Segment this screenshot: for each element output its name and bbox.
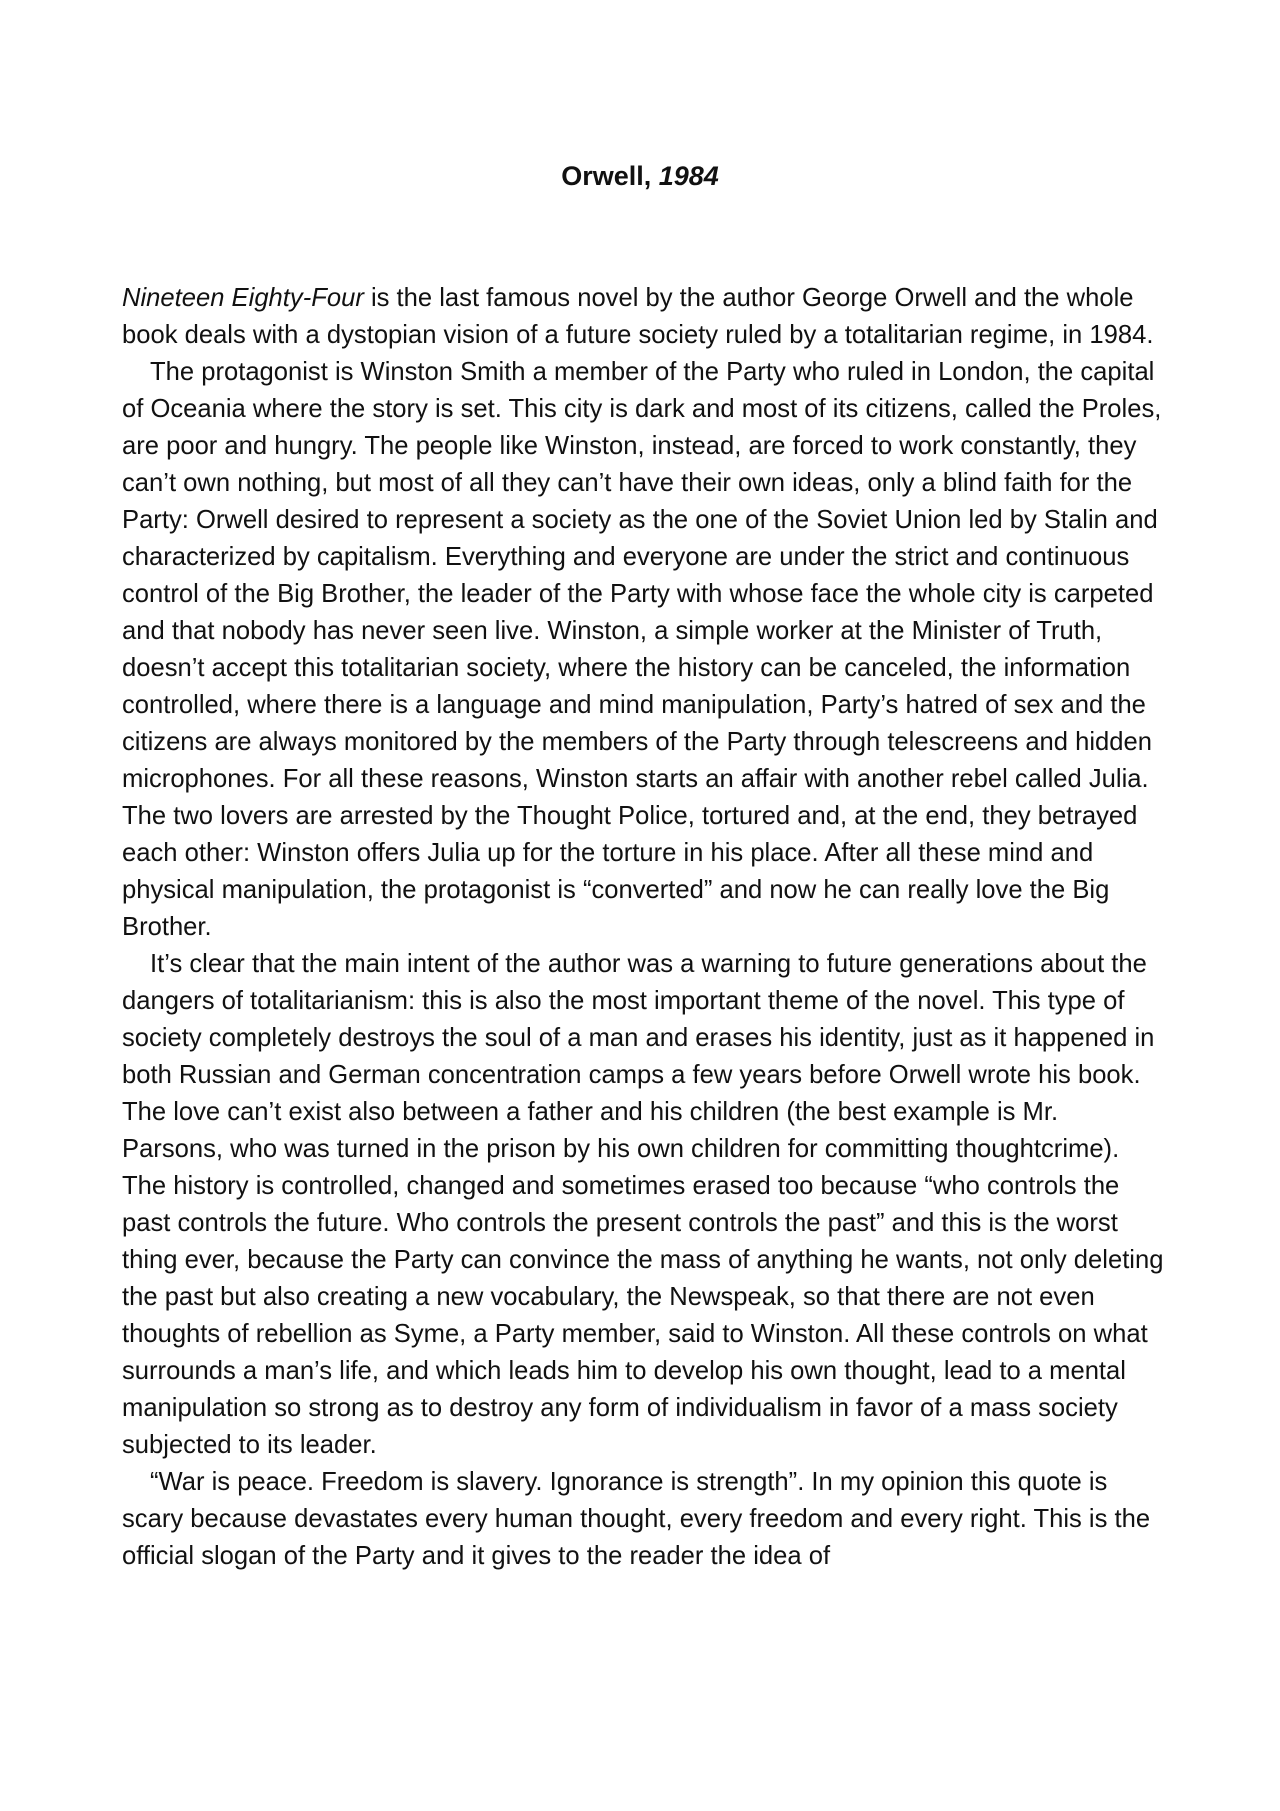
paragraph-4: “War is peace. Freedom is slavery. Ignorance is strength”. In my opinion this quote is scary because devastates every human thought, every freedom and every right. This is the official slogan of the Party and it gives to the reader the idea of <box>122 1468 1151 1570</box>
book-title-italic: Nineteen Eighty-Four <box>122 284 364 312</box>
body-text <box>122 280 1164 1575</box>
title-author: Orwell, <box>561 161 659 191</box>
paragraph-1-text: is the last famous novel by the author George Orwell and the whole book deals with a dystopian vision of a future society ruled by a totalitarian regime, in 1984. <box>122 284 1154 349</box>
page-title <box>0 158 1280 194</box>
paragraph-2: The protagonist is Winston Smith a member of the Party who ruled in London, the capital of Oceania where the story is set. This city is dark and most of its citizens, called the Proles, are poor and hungry. The people like Winston, instead, are forced to work constantly, they can’t own nothing, but most of all they can’t have their own ideas, only a blind faith for the Party: Orwell desired to represent a society as the one of the Soviet Union led by Stalin and characterized by capitalism. Everything and everyone are under the strict and continuous control of the Big Brother, the leader of the Party with whose face the whole city is carpeted and that nobody has never seen live. Winston, a simple worker at the Minister of Truth, doesn’t accept this totalitarian society, where the history can be canceled, the information controlled, where there is a language and mind manipulation, Party’s hatred of sex and the citizens are always monitored by the members of the Party through telescreens and hidden microphones. For all these reasons, Winston starts an affair with another rebel called Julia. The two lovers are arrested by the Thought Police, tortured and, at the end, they betrayed each other: Winston offers Julia up for the torture in his place. After all these mind and physical manipulation, the protagonist is “converted” and now he can really love the Big Brother. <box>122 358 1162 941</box>
title-book: 1984 <box>658 161 719 191</box>
paragraph-1 <box>122 280 1164 354</box>
paragraph-3: It’s clear that the main intent of the author was a warning to future generations about the dangers of totalitarianism: this is also the most important theme of the novel. This type of society completely destroys the soul of a man and erases his identity, just as it happened in both Russian and German concentration camps a few years before Orwell wrote his book. The love can’t exist also between a father and his children (the best example is Mr. Parsons, who was turned in the prison by his own children for committing thoughtcrime). The history is controlled, changed and sometimes erased too because “who controls the past controls the future. Who controls the present controls the past” and this is the worst thing ever, because the Party can convince the mass of anything he wants, not only deleting the past but also creating a new vocabulary, the Newspeak, so that there are not even thoughts of rebellion as Syme, a Party member, said to Winston. All these controls on what surrounds a man’s life, and which leads him to develop his own thought, lead to a mental manipulation so strong as to destroy any form of individualism in favor of a mass society subjected to its leader. <box>122 950 1164 1459</box>
